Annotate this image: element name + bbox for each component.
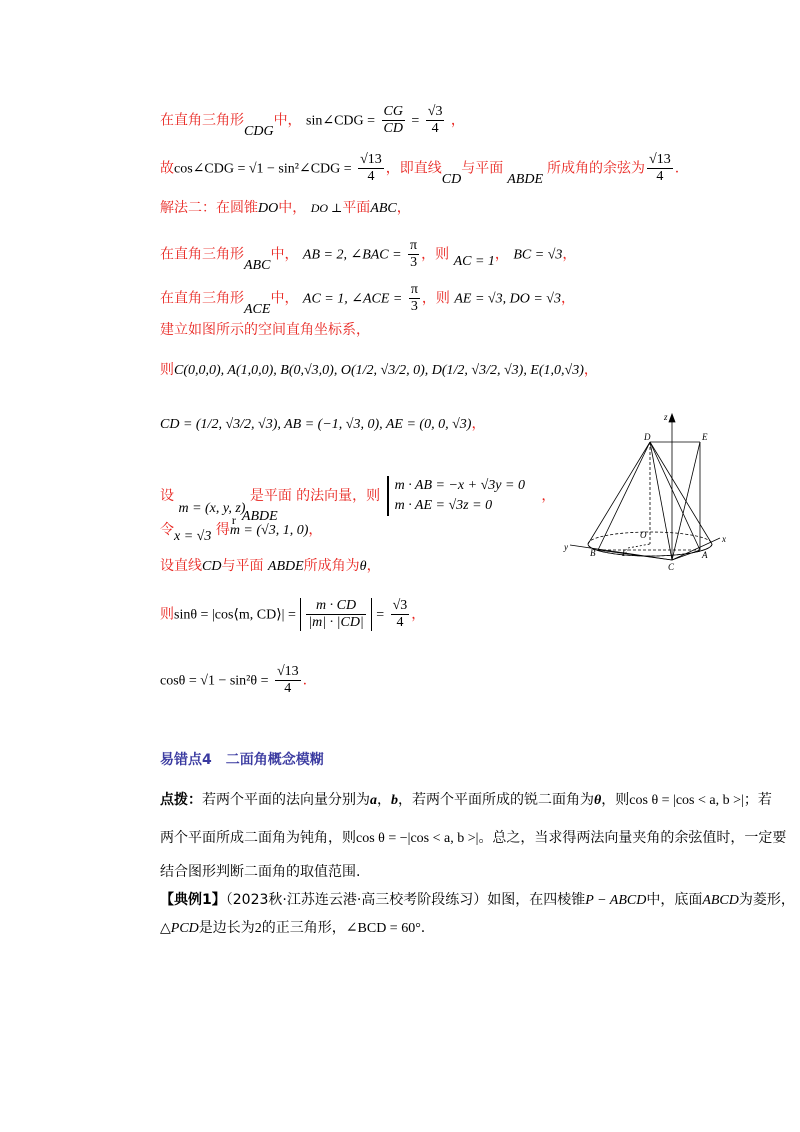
fraction: $\frac{√3}{4}$ [427,104,443,136]
solution-line-2: 故cos∠CDG = √1 − sin²∠CDG = $\frac{√13}{4}$ ，即直线CD与平面ABDE所成角的余弦为 $\frac{√13}{4}$ . [160,152,680,187]
cone-diagram [560,410,760,570]
fraction: $\frac{√13}{4}$ [360,152,382,184]
segment-FO [628,544,650,548]
label-C: C [668,562,675,570]
solution-line-9: 设 m = (x, y, z) 是平面ABDE 的法向量，则 m · AB = −x + √3y = 0 m · AE = √3z = 0 ， [160,478,556,524]
section-heading: 易错点4 二面角概念模糊 [160,752,324,768]
fraction: $\frac{\pi}{3}$ [410,282,418,314]
label-B: B [590,548,596,558]
solution-line-12: 则sinθ = |cos⟨m, CD⟩| = $\frac{m \cdot CD}{|m| \cdot |CD|}$ = $\frac{√3}{4}$ ， [160,598,426,630]
solution-line-13: cosθ = √1 − sin²θ = $\frac{√13}{4}$ . [160,664,308,696]
label-D: D [644,432,651,442]
tip-line-3: 结合图形判断二面角的取值范围. [160,864,361,880]
tip-line-1: 点拨：若两个平面的法向量分别为a，b，若两个平面所成的锐二面角为θ，则cos θ = |cos < a, b >|；若 [160,792,772,808]
label-F: F [622,548,628,558]
solution-line-6: 建立如图所示的空间直角坐标系， [160,322,370,338]
solution-line-1: 在直角三角形CDG中， sin∠CDG = $\frac{CG}{CD}$ = $\frac{√3}{4}$ ， [160,104,465,139]
fraction: $\frac{√13}{4}$ [276,664,299,696]
label-z: z [664,412,668,422]
solution-line-5: 在直角三角形ACE中， AC = 1, ∠ACE = $\frac{\pi}{3}$ ，则 AE = √3, DO = √3， [160,282,575,317]
label-O: O [640,530,647,540]
solution-line-10: 令x = √3 得 r m = (√3, 1, 0)， [160,513,323,544]
solution-line-7: 则C(0,0,0), A(1,0,0), B(0,√3,0), O(1/2, √3/2, 0), D(1/2, √3/2, √3), E(1,0,√3)， [160,362,598,378]
solution-line-4: 在直角三角形ABC中， AB = 2, ∠BAC = $\frac{\pi}{3}$ ，则 AC = 1， BC = √3， [160,238,577,273]
solution-line-11: 设直线CD与平面 ABDE所成角为θ， [160,558,381,574]
solution-line-8: CD = (1/2, √3/2, √3), AB = (−1, √3, 0), AE = (0, 0, √3)， [160,416,486,432]
fraction: $\frac{m \cdot CD}{|m| \cdot |CD|}$ [308,598,364,630]
equation-system: m · AB = −x + √3y = 0 m · AE = √3z = 0 [387,476,525,516]
absolute-value [300,598,371,631]
fraction: $\frac{√3}{4}$ [392,598,408,630]
example-line-2: △PCD是边长为2的正三角形，∠BCD = 60°. [160,920,426,936]
edge-BC [598,550,672,560]
solution-line-3: 解法二：在圆锥DO中， DO ⊥平面ABC， [160,200,411,216]
label-E: E [702,432,708,442]
edge-DA [650,442,700,550]
fraction: $\frac{\pi}{3}$ [410,238,418,270]
z-axis-arrow [669,414,675,422]
label-x: x [722,534,726,544]
label-A: A [702,550,708,560]
slant-left [588,442,650,544]
tip-line-2: 两个平面所成二面角为钝角，则cos θ = −|cos < a, b >|。总之，当求得两法向量夹角的余弦值时，一定要 [160,830,787,846]
label-y: y [564,542,568,552]
fraction: $\frac{√13}{4}$ [649,152,671,184]
fraction: $\frac{CG}{CD}$ [383,104,403,136]
example-line-1: 【典例1】（2023秋·江苏连云港·高三校考阶段练习）如图，在四棱锥P − ABCD中，底面ABCD为菱形， [160,892,795,908]
edge-EC [672,442,700,560]
